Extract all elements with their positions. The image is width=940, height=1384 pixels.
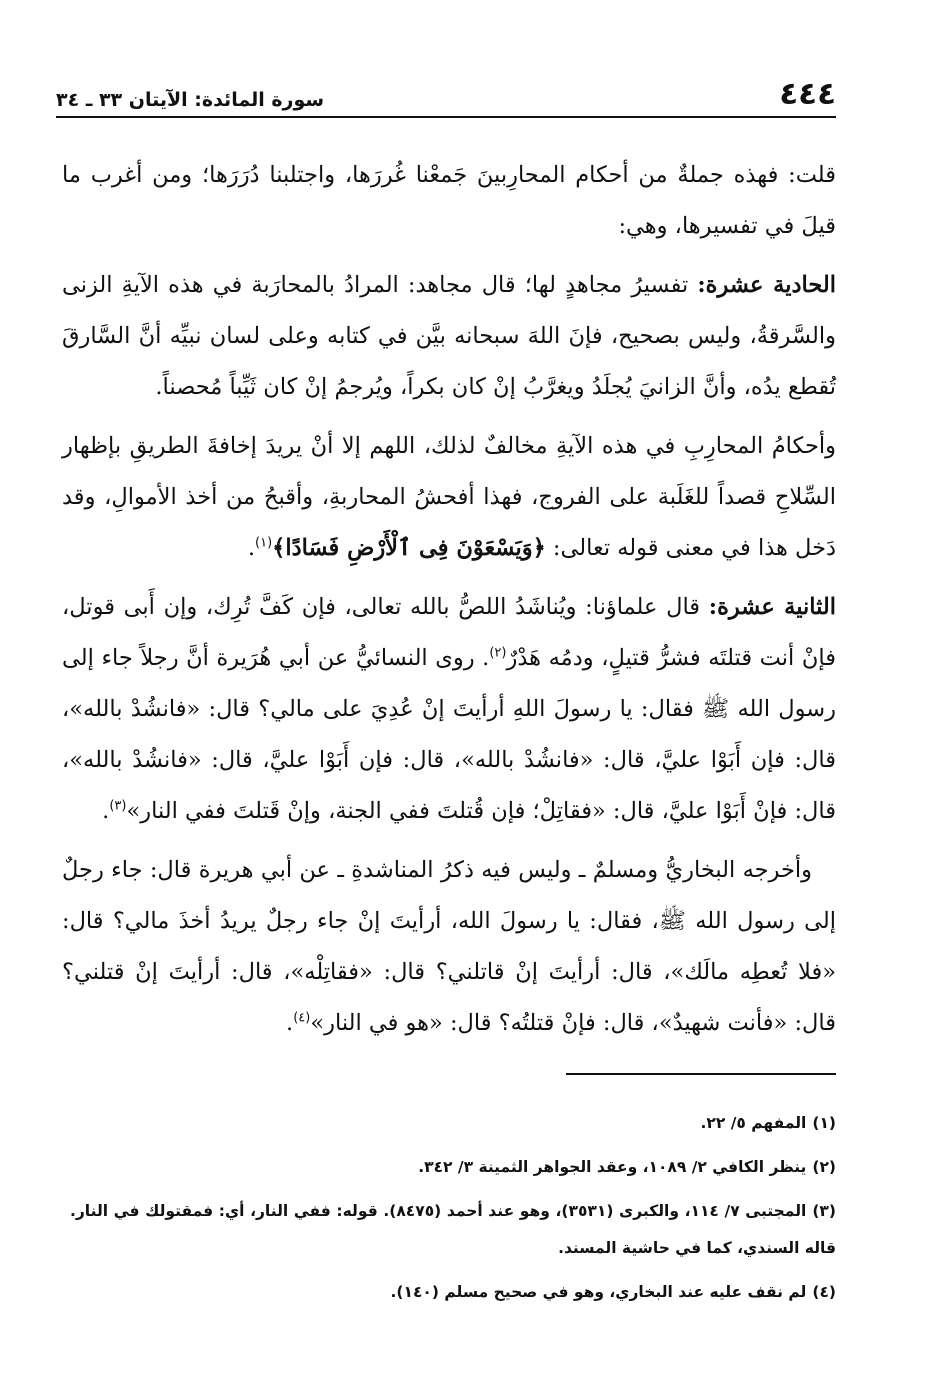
footnote-text: المفهم ٥/ ٢٢. [700,1114,807,1132]
footnote-text: لم نقف عليه عند البخاري، وهو في صحيح مسلم (١٤٠). [390,1283,807,1301]
paragraph [62,845,836,1049]
footnote [70,1274,836,1311]
running-title: سورة المائدة: الآيتان ٣٣ ـ ٣٤ [56,89,325,111]
footnote [70,1149,836,1186]
footnote [70,1193,836,1267]
paragraph-text: وأخرجه البخاريُّ ومسلمٌ ـ وليس فيه ذكرُ المناشدةِ ـ عن أبي هريرة قال: جاء رجلٌ إلى رسول الله ﷺ، فقال: يا رسولَ الله، أرأيتَ إنْ جاء رجلٌ يريدُ أخذَ مالي؟ قال: «فلا تُعطِه مالَك»، قال: أرأيتَ إنْ قاتلني؟ قال: «فقاتِلْه»، قال: أرأيتَ إنْ قتلني؟ قال: «فأنت شهيدٌ»، قال: فإنْ قتلتُه؟ قال: «هو في النار» [62,857,836,1036]
punctuation: . [102,798,110,824]
punctuation: . [286,1010,294,1036]
paragraph [62,260,836,413]
footnote-ref[interactable]: (٤) [293,1010,311,1026]
footnote-ref[interactable]: (٣) [109,798,127,814]
paragraph [62,582,836,837]
quran-verse: ﴿وَيَسْعَوْنَ فِى ٱلْأَرْضِ فَسَادًا﴾ [272,535,546,561]
section-heading: الحادية عشرة: [697,272,837,298]
footnote-ref[interactable]: (٢) [489,645,507,661]
footnote-divider [566,1073,836,1075]
section-heading: الثانية عشرة: [708,594,836,620]
footnote-number: (٤) [812,1283,836,1301]
footnote-ref[interactable]: (١) [255,535,273,551]
footnote-text: المجتبى ٧/ ١١٤، والكبرى (٣٥٣١)، وهو عند أحمد (٨٤٧٥). قوله: ففي النار، أي: فمقتولك في النار. قاله السندي، كما في حاشية المسند. [70,1202,836,1257]
footnote-text: ينظر الكافي ٢/ ١٠٨٩، وعقد الجواهر الثمينة ٣/ ٣٤٢. [418,1158,807,1176]
footnote-number: (٣) [812,1202,836,1220]
main-text [62,150,836,1057]
paragraph [62,421,836,574]
footnote [70,1105,836,1142]
page-number: ٤٤٤ [779,76,836,112]
footnote-number: (١) [812,1114,836,1132]
punctuation: . [247,535,255,561]
footnote-number: (٢) [812,1158,836,1176]
paragraph-text: تفسيرُ مجاهدٍ لها؛ قال مجاهد: المرادُ بالمحارَبة في هذه الآيةِ الزنى والسَّرقةُ، وليس بصحيح، فإنَ اللهَ سبحانه بيَّن في كتابه وعلى لسان نبيِّه أنَّ السَّارقَ تُقطع يدُه، وأنَّ الزانيَ يُجلَدُ ويغرَّبُ إنْ كان بكراً، ويُرجمُ إنْ كان ثَيِّباً مُحصناً. [62,272,836,400]
paragraph [62,150,836,252]
footnotes [70,1105,836,1318]
paragraph-text: قال علماؤنا: ويُناشَدُ اللصُّ بالله تعالى، فإن كَفَّ تُرِك، وإن أَبى قوتل، فإنْ أنت قتلتَه فشرُّ قتيلٍ، ودمُه هَدْرٌ [62,594,836,671]
page-header [56,68,836,118]
paragraph-text: وأحكامُ المحارِبِ في هذه الآيةِ مخالفٌ لذلك، اللهم إلا أنْ يريدَ إخافةَ الطريقِ بإظهار السِّلاحِ قصداً للغَلَبة على الفروج، فهذا أفحشُ المحاربةِ، وأقبحُ من أخذ الأموالِ، وقد دَخل هذا في معنى قوله تعالى: [62,433,836,561]
paragraph-text: قلت: فهذه جملةٌ من أحكام المحارِبينَ جَمعْنا غُررَها، واجتلبنا دُرَرَها؛ ومن أغرب ما قيلَ في تفسيرها، وهي: [62,162,836,239]
paragraph-text: . روى النسائيُّ عن أبي هُرَيرة أنَّ رجلاً جاء إلى رسول الله ﷺ فقال: يا رسولَ اللهِ أرأيتَ إنْ عُدِيَ على مالي؟ قال: «فانشُدْ بالله»، قال: فإن أَبَوْا عليَّ، قال: «فانشُدْ بالله»، قال: فإن أَبَوْا عليَّ، قال: «فانشُدْ بالله»، قال: فإنْ أَبَوْا عليَّ، قال: «فقاتِلْ؛ فإن قُتلتَ ففي الجنة، وإنْ قَتلتَ ففي النار» [62,645,836,824]
